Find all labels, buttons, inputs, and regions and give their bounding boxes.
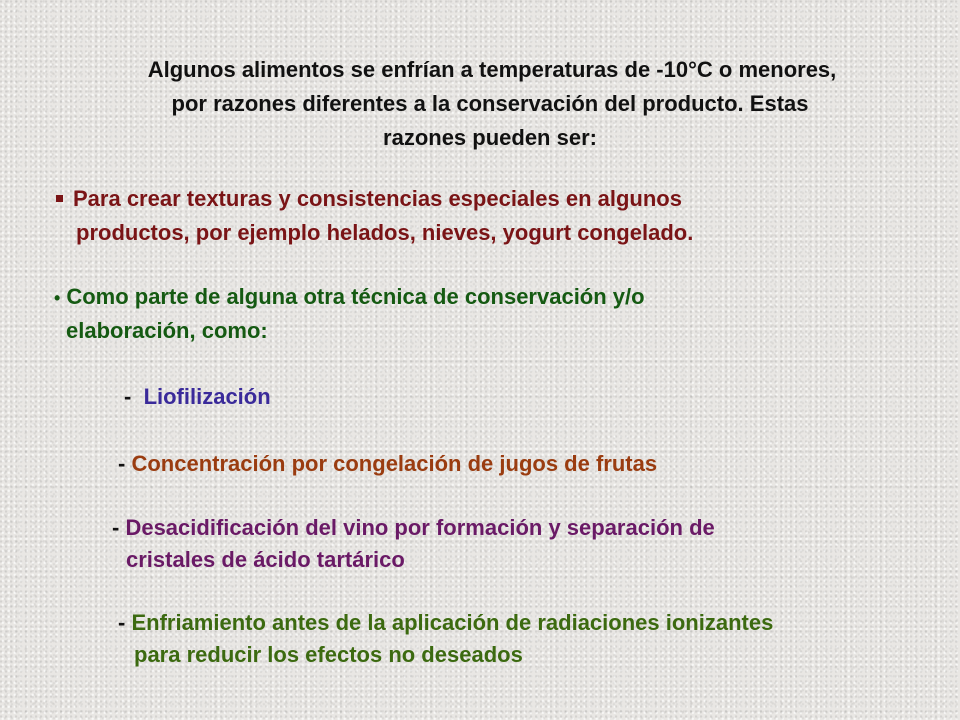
intro-line-2: por razones diferentes a la conservación del producto. Estas [171, 91, 809, 116]
bullet-2-line-2: elaboración, como: [66, 318, 268, 343]
item-desacidificacion-text-2: cristales de ácido tartárico [126, 547, 405, 572]
item-liofilizacion [124, 384, 271, 410]
item-concentracion [118, 451, 657, 477]
bullet-2-text-1: Como parte de alguna otra técnica de conservación y/o [66, 284, 645, 309]
intro-line-1: Algunos alimentos se enfrían a temperaturas de -10°C o menores, [147, 57, 837, 82]
item-desacidificacion [112, 515, 715, 541]
round-bullet-icon: • [54, 288, 61, 308]
bullet-2-line-1 [54, 284, 645, 311]
item-dash: - [118, 610, 126, 635]
bullet-1-line-2: productos, por ejemplo helados, nieves, yogurt congelado. [76, 220, 694, 245]
square-bullet-icon [56, 195, 63, 202]
item-dash: - [118, 451, 126, 476]
item-liofilizacion-text: Liofilización [143, 384, 271, 409]
item-dash: - [112, 515, 120, 540]
bullet-1-text-1: Para crear texturas y consistencias especiales en algunos [73, 186, 682, 211]
item-enfriamiento [118, 610, 773, 636]
item-enfriamiento-text-2: para reducir los efectos no deseados [134, 642, 523, 667]
item-desacidificacion-text-1: Desacidificación del vino por formación y separación de [125, 515, 715, 540]
item-dash: - [124, 384, 132, 409]
bullet-1-line-1 [56, 186, 682, 212]
intro-line-3: razones pueden ser: [383, 125, 597, 150]
item-enfriamiento-text-1: Enfriamiento antes de la aplicación de radiaciones ionizantes [131, 610, 774, 635]
item-concentracion-text: Concentración por congelación de jugos de frutas [131, 451, 658, 476]
